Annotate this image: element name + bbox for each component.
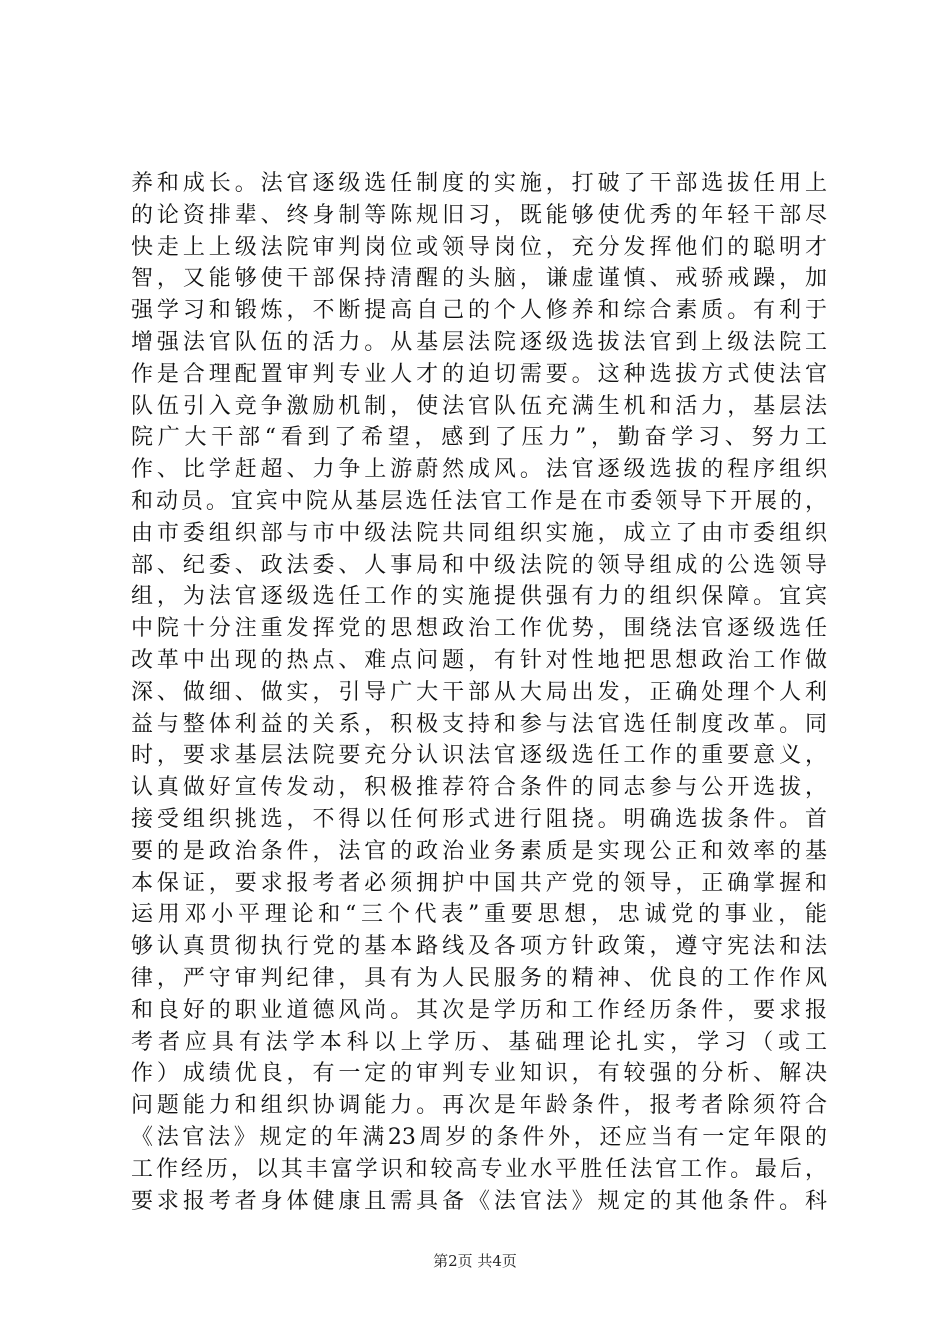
text-line: 要求报考者身体健康且需具备《法官法》规定的其他条件。科 (131, 1188, 827, 1214)
body-paragraph (131, 168, 827, 1217)
text-line: 组，为法官逐级选任工作的实施提供强有力的组织保障。宜宾 (131, 584, 827, 610)
text-line: 作）成绩优良，有一定的审判专业知识，有较强的分析、解决 (131, 1061, 827, 1087)
text-line: 养和成长。法官逐级选任制度的实施，打破了干部选拔任用上 (131, 171, 827, 196)
text-line: 《法官法》规定的年满23周岁的条件外，还应当有一定年限的 (131, 1124, 827, 1150)
text-line: 要的是政治条件，法官的政治业务素质是实现公正和效率的基 (131, 838, 827, 864)
text-line: 和动员。宜宾中院从基层选任法官工作是在市委领导下开展的， (131, 488, 827, 514)
page-footer: 第2页 共4页 (433, 1252, 517, 1270)
text-line: 中院十分注重发挥党的思想政治工作优势，围绕法官逐级选任 (131, 616, 827, 642)
text-line: 强学习和锻炼，不断提高自己的个人修养和综合素质。有利于 (131, 298, 827, 324)
text-line: 院广大干部“看到了希望，感到了压力”，勤奋学习、努力工 (131, 425, 827, 451)
text-line: 作、比学赶超、力争上游蔚然成风。法官逐级选拔的程序组织 (131, 457, 827, 483)
text-line: 和良好的职业道德风尚。其次是学历和工作经历条件，要求报 (131, 997, 827, 1023)
text-line: 的论资排辈、终身制等陈规旧习，既能够使优秀的年轻干部尽 (131, 202, 827, 228)
text-line: 由市委组织部与市中级法院共同组织实施，成立了由市委组织 (131, 520, 827, 546)
text-line: 快走上上级法院审判岗位或领导岗位，充分发挥他们的聪明才 (131, 234, 827, 260)
text-line: 接受组织挑选，不得以任何形式进行阻挠。明确选拔条件。首 (131, 806, 827, 832)
text-line: 认真做好宣传发动，积极推荐符合条件的同志参与公开选拔， (131, 775, 827, 801)
text-line: 律，严守审判纪律，具有为人民服务的精神、优良的工作作风 (131, 965, 827, 991)
text-line: 问题能力和组织协调能力。再次是年龄条件，报考者除须符合 (131, 1093, 827, 1119)
text-line: 智，又能够使干部保持清醒的头脑，谦虚谨慎、戒骄戒躁，加 (131, 266, 827, 292)
text-line: 增强法官队伍的活力。从基层法院逐级选拔法官到上级法院工 (131, 329, 827, 355)
text-line: 深、做细、做实，引导广大干部从大局出发，正确处理个人利 (131, 679, 827, 705)
text-line: 运用邓小平理论和“三个代表”重要思想，忠诚党的事业，能 (131, 902, 827, 928)
text-line: 本保证，要求报考者必须拥护中国共产党的领导，正确掌握和 (131, 870, 827, 896)
text-line: 够认真贯彻执行党的基本路线及各项方针政策，遵守宪法和法 (131, 934, 827, 960)
text-line: 部、纪委、政法委、人事局和中级法院的领导组成的公选领导 (131, 552, 827, 578)
text-line: 改革中出现的热点、难点问题，有针对性地把思想政治工作做 (131, 647, 827, 673)
text-line: 作是合理配置审判专业人才的迫切需要。这种选拔方式使法官 (131, 361, 827, 387)
text-line: 工作经历，以其丰富学识和较高专业水平胜任法官工作。最后， (131, 1156, 827, 1182)
text-line: 时，要求基层法院要充分认识法官逐级选任工作的重要意义， (131, 743, 827, 769)
text-line: 考者应具有法学本科以上学历、基础理论扎实，学习（或工 (131, 1029, 827, 1055)
text-line: 队伍引入竞争激励机制，使法官队伍充满生机和活力，基层法 (131, 393, 827, 419)
text-line: 益与整体利益的关系，积极支持和参与法官选任制度改革。同 (131, 711, 827, 737)
